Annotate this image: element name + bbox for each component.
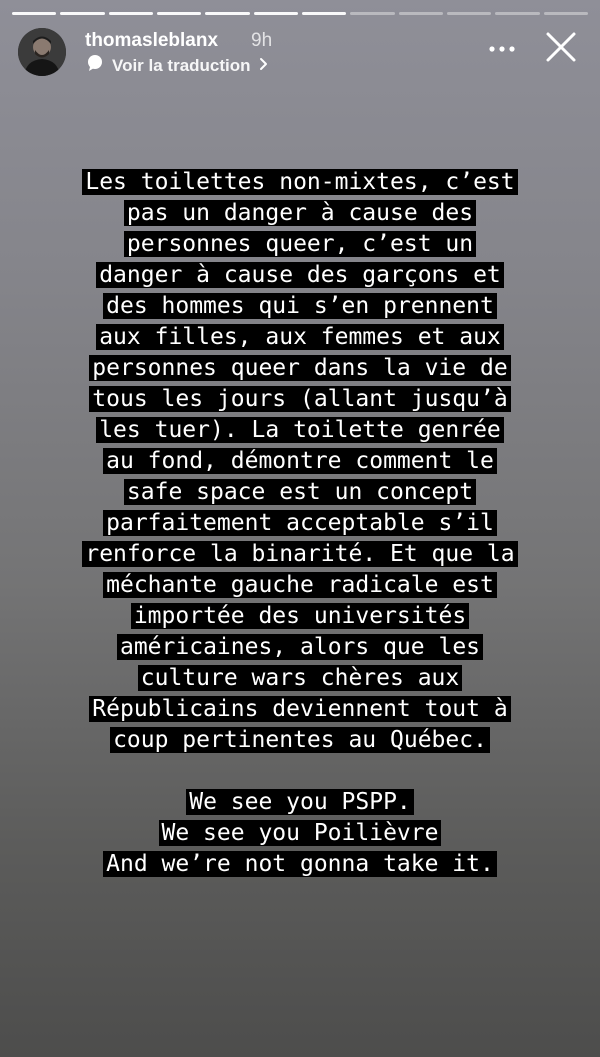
close-icon <box>545 31 577 67</box>
text-line: américaines, alors que les <box>0 632 600 663</box>
progress-segment <box>12 12 56 15</box>
text-line: tous les jours (allant jusqu’à <box>0 384 600 415</box>
text-line: And we’re not gonna take it. <box>0 849 600 880</box>
progress-segment <box>495 12 539 15</box>
close-button[interactable] <box>538 26 584 72</box>
avatar[interactable] <box>18 28 66 76</box>
text-line: importée des universités <box>0 601 600 632</box>
text-line: Républicains deviennent tout à <box>0 694 600 725</box>
text-line: parfaitement acceptable s’il <box>0 508 600 539</box>
text-line: safe space est un concept <box>0 477 600 508</box>
text-line: aux filles, aux femmes et aux <box>0 322 600 353</box>
progress-segment <box>205 12 249 15</box>
progress-segment <box>60 12 104 15</box>
translate-label: Voir la traduction <box>112 55 251 75</box>
text-line: les tuer). La toilette genrée <box>0 415 600 446</box>
text-line: personnes queer, c’est un <box>0 229 600 260</box>
progress-segment <box>544 12 588 15</box>
progress-segment <box>350 12 394 15</box>
progress-segment <box>302 12 346 15</box>
text-line: danger à cause des garçons et <box>0 260 600 291</box>
progress-segment <box>254 12 298 15</box>
text-line: méchante gauche radicale est <box>0 570 600 601</box>
progress-segment <box>157 12 201 15</box>
story-paragraph-1 <box>0 167 600 756</box>
username[interactable]: thomasleblanx <box>85 30 219 51</box>
text-line: au fond, démontre comment le <box>0 446 600 477</box>
text-line: Les toilettes non-mixtes, c’est <box>0 167 600 198</box>
text-line: We see you Poilièvre <box>0 818 600 849</box>
chevron-right-icon <box>259 56 269 76</box>
text-line: personnes queer dans la vie de <box>0 353 600 384</box>
progress-segment <box>109 12 153 15</box>
text-line: pas un danger à cause des <box>0 198 600 229</box>
text-line: des hommes qui s’en prennent <box>0 291 600 322</box>
text-line: We see you PSPP. <box>0 787 600 818</box>
story-header <box>18 26 588 78</box>
progress-segment <box>447 12 491 15</box>
translate-link[interactable] <box>86 54 269 77</box>
text-line: renforce la binarité. Et que la <box>0 539 600 570</box>
story-paragraph-2 <box>0 787 600 880</box>
text-line: culture wars chères aux <box>0 663 600 694</box>
translate-icon <box>86 54 104 77</box>
paragraph-spacer <box>0 756 600 787</box>
progress-segment <box>399 12 443 15</box>
more-options-button[interactable] <box>486 32 518 62</box>
text-line: coup pertinentes au Québec. <box>0 725 600 756</box>
story-progress-bar <box>12 12 588 15</box>
story-text <box>0 167 600 880</box>
post-time: 9h <box>251 30 273 51</box>
more-horizontal-icon <box>488 38 516 57</box>
